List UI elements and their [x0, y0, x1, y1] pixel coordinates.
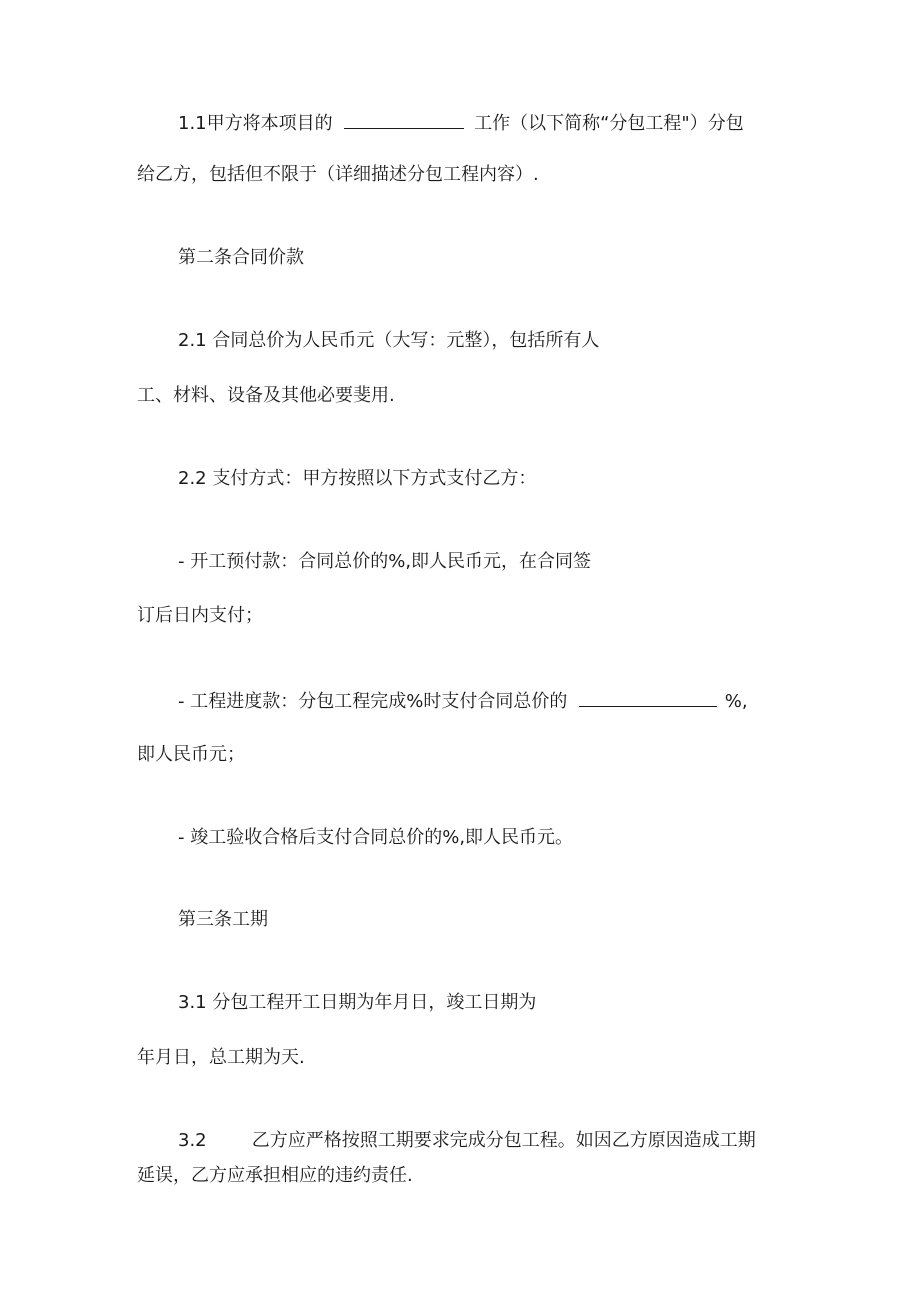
clause-1-1-line [178, 110, 744, 136]
clause-3-2-number: 3.2 [178, 1130, 207, 1151]
clause-3-1-line: 3.1 分包工程开工日期为年月日，竣工日期为 [178, 992, 537, 1013]
clause-2-1-line: 2.1 合同总价为人民币元（大写：元整），包括所有人 [178, 330, 600, 351]
clause-3-2-continued: 延误，乙方应承担相应的违约责任. [137, 1165, 413, 1186]
clause-3-2-text: 乙方应严格按照工期要求完成分包工程。如因乙方原因造成工期 [251, 1130, 756, 1151]
clause-1-1-continued: 给乙方，包括但不限于（详细描述分包工程内容）. [137, 164, 539, 185]
article-3-heading: 第三条工期 [178, 909, 268, 930]
clause-2-2-line: 2.2 支付方式：甲方按照以下方式支付乙方： [178, 468, 537, 489]
article-2-heading: 第二条合同价款 [178, 247, 304, 268]
progress-payment-line [178, 688, 748, 714]
progress-payment-text: - 工程进度款：分包工程完成%时支付合同总价的 [178, 691, 568, 712]
clause-3-1-continued: 年月日，总工期为天. [137, 1047, 305, 1068]
progress-payment-continued: 即人民币元； [137, 744, 245, 765]
clause-2-1-continued: 工、材料、设备及其他必要斐用. [137, 385, 395, 406]
clause-1-1-text-end: 工作（以下简称“分包工程"）分包 [474, 113, 744, 134]
final-payment-line: - 竣工验收合格后支付合同总价的%,即人民币元。 [178, 827, 574, 848]
clause-3-2-line [178, 1129, 756, 1153]
work-name-blank[interactable] [344, 110, 464, 129]
clause-1-1-text-start: 1.1甲方将本项目的 [178, 113, 333, 134]
advance-payment-continued: 订后日内支付； [137, 605, 263, 626]
progress-percent-suffix: %, [724, 691, 748, 712]
advance-payment-line: - 开工预付款：合同总价的%,即人民币元，在合同签 [178, 551, 592, 572]
progress-percent-blank[interactable] [579, 688, 717, 707]
